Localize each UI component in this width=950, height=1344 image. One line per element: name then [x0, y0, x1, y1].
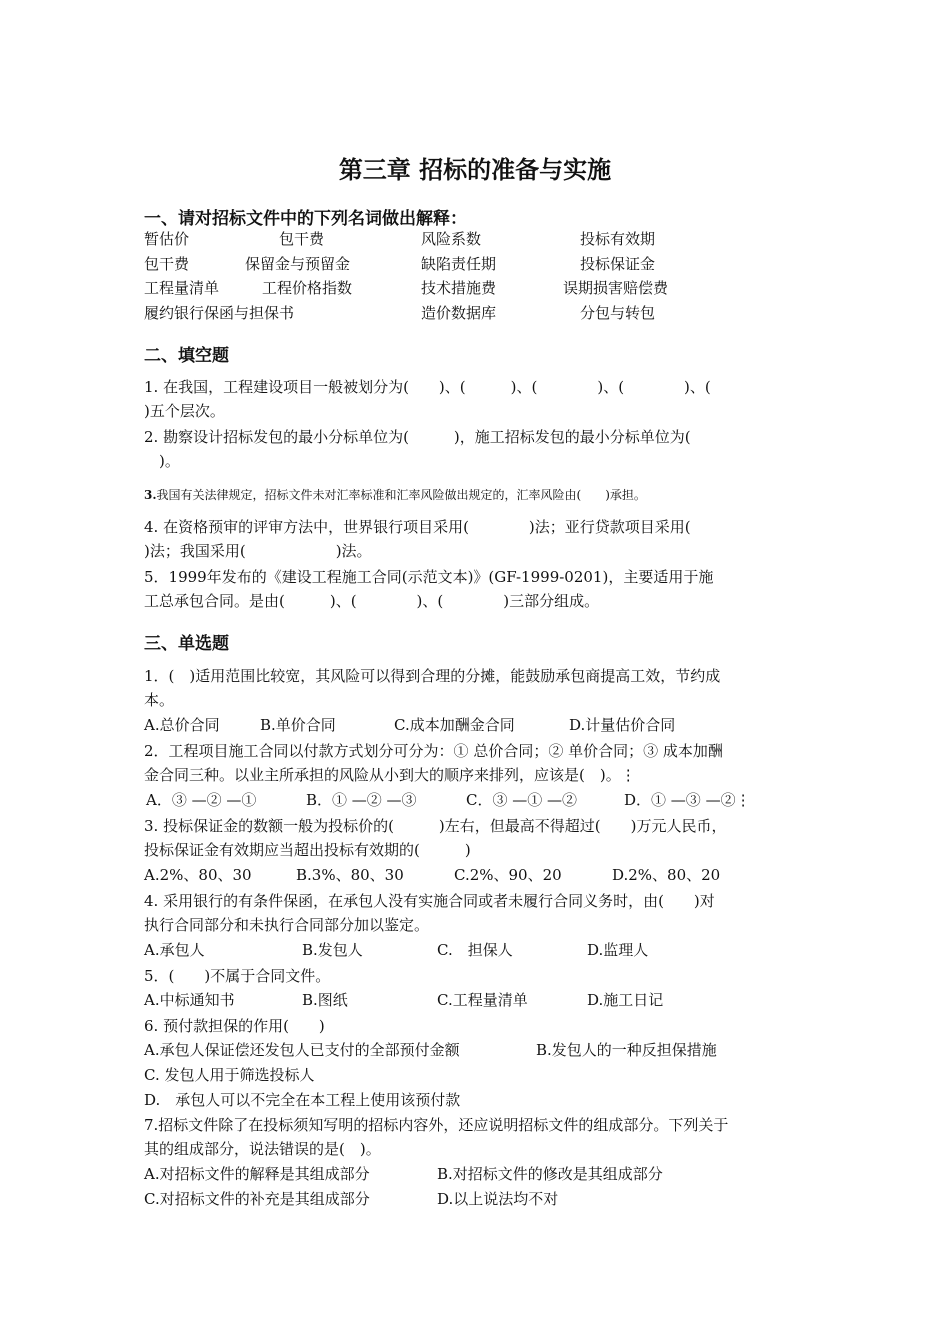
question-line	[144, 482, 812, 508]
option: C．③ —① —②	[466, 791, 578, 809]
term: 分包与转包	[580, 304, 656, 322]
option: D.2%、80、20	[612, 866, 721, 884]
question-line: )五个层次。	[144, 402, 225, 420]
section2-heading: 二、填空题	[144, 346, 229, 366]
section3-heading: 三、单选题	[144, 634, 229, 654]
question-line: 1. 在我国，工程建设项目一般被划分为( )、( )、( )、( )、(	[144, 378, 711, 396]
question-line: )法；我国采用( )法。	[144, 542, 372, 560]
question-line: 1．( )适用范围比较宽，其风险可以得到合理的分摊，能鼓励承包商提高工效，节约成	[144, 667, 721, 685]
option: B.对招标文件的修改是其组成部分	[437, 1165, 663, 1183]
option: C. 担保人	[437, 941, 513, 959]
question-line: 6. 预付款担保的作用( )	[144, 1017, 325, 1035]
question-text: 我国有关法律规定，招标文件未对汇率标准和汇率风险做出规定的，汇率风险由( )承担。	[156, 488, 646, 502]
question-line: 4. 采用银行的有条件保函，在承包人没有实施合同或者未履行合同义务时，由( )对	[144, 892, 715, 910]
question-line: 5．( )不属于合同文件。	[144, 967, 331, 985]
term: 造价数据库	[421, 304, 497, 322]
option: C.2%、90、20	[454, 866, 562, 884]
term: 投标有效期	[580, 230, 656, 248]
term: 包干费	[144, 255, 190, 273]
question-number: 3.	[144, 488, 157, 502]
option: B.发包人	[302, 941, 363, 959]
option: C.对招标文件的补充是其组成部分	[144, 1190, 370, 1208]
option: D.以上说法均不对	[437, 1190, 559, 1208]
option: A.总价合同	[144, 716, 220, 734]
term: 缺陷责任期	[421, 255, 497, 273]
option: D.监理人	[587, 941, 649, 959]
option: C. 发包人用于筛选投标人	[144, 1066, 315, 1084]
option: D.施工日记	[587, 991, 664, 1009]
section1-heading: 一、请对招标文件中的下列名词做出解释：	[144, 209, 467, 229]
term: 风险系数	[421, 230, 482, 248]
term: 工程量清单	[144, 279, 220, 297]
option: A.承包人保证偿还发包人已支付的全部预付金额	[144, 1041, 460, 1059]
question-line: 2．工程项目施工合同以付款方式划分可分为：① 总价合同；② 单价合同；③ 成本加酬	[144, 742, 723, 760]
question-line: 4. 在资格预审的评审方法中，世界银行项目采用( )法；亚行贷款项目采用(	[144, 518, 691, 536]
term: 保留金与预留金	[245, 255, 351, 273]
option: A．③ —② —①	[146, 791, 257, 809]
option: C.工程量清单	[437, 991, 528, 1009]
term: 误期损害赔偿费	[563, 279, 669, 297]
question-line: 2. 勘察设计招标发包的最小分标单位为( )，施工招标发包的最小分标单位为(	[144, 428, 691, 446]
option: A.2%、80、30	[144, 866, 252, 884]
question-line: 执行合同部分和未执行合同部分加以鉴定。	[144, 916, 430, 934]
option: D. 承包人可以不完全在本工程上使用该预付款	[144, 1091, 461, 1109]
option: B.图纸	[302, 991, 348, 1009]
question-line: 投标保证金有效期应当超出投标有效期的( )	[144, 841, 471, 859]
option: B.单价合同	[260, 716, 336, 734]
question-line: 7.招标文件除了在投标须知写明的招标内容外，还应说明招标文件的组成部分。下列关于	[144, 1116, 729, 1134]
page-title: 第三章 招标的准备与实施	[338, 156, 612, 184]
option: D．① —③ —②⋮	[624, 791, 751, 809]
option: C.成本加酬金合同	[394, 716, 515, 734]
question-line: 金合同三种。以业主所承担的风险从小到大的顺序来排列，应该是( )。⋮	[144, 766, 636, 784]
option: B.发包人的一种反担保措施	[536, 1041, 717, 1059]
option: A.对招标文件的解释是其组成部分	[144, 1165, 370, 1183]
question-line: 其的组成部分，说法错误的是( )。	[144, 1140, 381, 1158]
option: B.3%、80、30	[296, 866, 404, 884]
term: 包干费	[279, 230, 325, 248]
term: 暂估价	[144, 230, 190, 248]
option: A.中标通知书	[144, 991, 235, 1009]
question-line: 工总承包合同。是由( )、( )、( )三部分组成。	[144, 592, 600, 610]
term: 投标保证金	[580, 255, 656, 273]
question-line: 5．1999年发布的《建设工程施工合同(示范文本)》(GF-1999-0201)，主要适用于施	[144, 568, 714, 586]
option: D.计量估价合同	[569, 716, 676, 734]
option: B．① —② —③	[306, 791, 417, 809]
term: 技术措施费	[421, 279, 497, 297]
term: 工程价格指数	[262, 279, 353, 297]
question-line: 本。	[144, 691, 175, 709]
question-line: 3. 投标保证金的数额一般为投标价的( )左右，但最高不得超过( )万元人民币，	[144, 817, 727, 835]
option: A.承包人	[144, 941, 205, 959]
term: 履约银行保函与担保书	[144, 304, 295, 322]
question-line: )。	[144, 452, 180, 470]
